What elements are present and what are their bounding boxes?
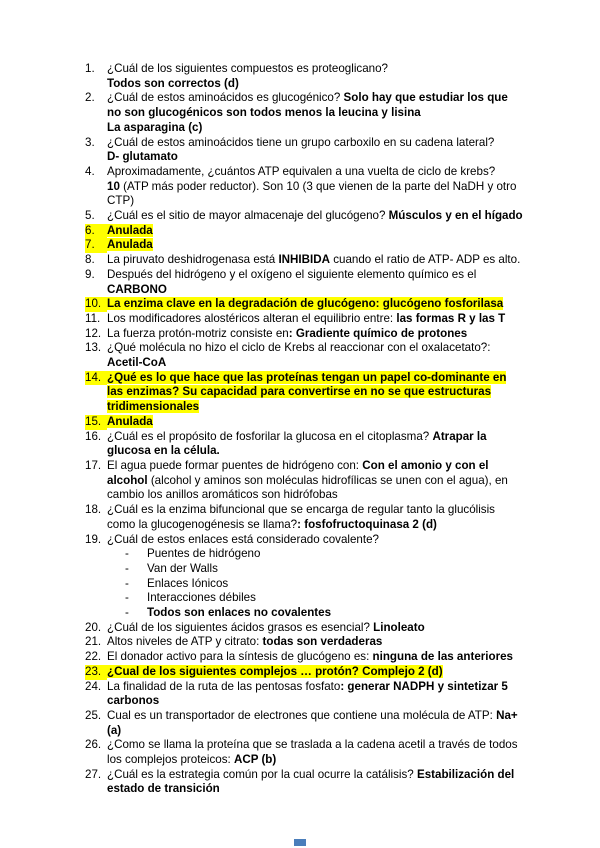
question-number: 7. [85, 238, 107, 253]
text-segment: ¿Qué es lo que hace que las proteínas tengan un papel co-dominante en las enzimas? Su capacidad para convertirse en no se que estructuras tridimensionales [107, 370, 507, 414]
question-text [107, 224, 153, 237]
question-item [85, 459, 525, 503]
question-number: 2. [85, 91, 95, 105]
text-segment: Na+ (a) [107, 708, 518, 737]
dash-marker: - [125, 591, 129, 605]
text-segment: ¿Cuál de los siguientes ácidos grasos es esencial? [107, 620, 374, 634]
text-segment: ninguna de las anteriores [372, 650, 513, 664]
question-text [107, 709, 518, 737]
question-text [107, 415, 153, 428]
text-segment: Anulada [107, 414, 153, 428]
question-number: 16. [85, 429, 102, 443]
dash-marker: - [125, 547, 129, 561]
question-item [85, 635, 525, 650]
text-segment: Atrapar la glucosa en la célula. [107, 429, 487, 458]
text-segment: El agua puede formar puentes de hidrógeno con: [107, 458, 363, 472]
text-segment: ¿Cuál es el sitio de mayor almacenaje del glucógeno? [107, 209, 389, 223]
question-text [107, 459, 508, 501]
question-item [85, 91, 525, 135]
question-number: 23. [85, 665, 107, 680]
answer-option [107, 577, 525, 592]
question-text [107, 136, 494, 164]
question-item [85, 650, 525, 665]
text-segment: Todos son enlaces no covalentes [147, 606, 332, 620]
option-text [147, 547, 260, 560]
question-item [85, 371, 525, 415]
answer-option [107, 591, 525, 606]
question-item [85, 738, 525, 767]
text-segment: Cual es un transportador de electrones que contiene una molécula de ATP: [107, 708, 497, 722]
text-segment: ¿Cual de los siguientes complejos … protón? Complejo 2 (d) [107, 664, 443, 678]
text-segment: 10 [107, 179, 124, 193]
text-segment: ¿Cuál es la estrategia común por la cual ocurre la catálisis? [107, 767, 417, 781]
question-text [107, 91, 508, 133]
question-number: 17. [85, 458, 102, 472]
question-number: 4. [85, 164, 95, 178]
question-item [85, 503, 525, 532]
text-segment: La asparagina (c) [107, 120, 203, 134]
question-text [107, 738, 518, 766]
question-item [85, 224, 525, 239]
question-text [107, 665, 443, 678]
question-text [107, 621, 425, 634]
question-number: 3. [85, 135, 95, 149]
question-number: 13. [85, 341, 102, 355]
question-number: 10. [85, 297, 107, 312]
text-segment: Anulada [107, 238, 153, 252]
dash-marker: - [125, 606, 129, 620]
text-segment: ¿Cuál de estos enlaces está considerado covalente? [107, 532, 379, 546]
text-segment: : generar NADPH y sintetizar 5 carbonos [107, 679, 508, 708]
text-segment: Puentes de hidrógeno [147, 547, 261, 561]
option-text [147, 606, 331, 619]
text-segment: La fuerza protón-motriz consiste en [107, 326, 289, 340]
question-text [107, 312, 505, 325]
question-item [85, 297, 525, 312]
question-item [85, 768, 525, 797]
question-text [107, 503, 495, 531]
text-segment: El donador activo para la síntesis de glucógeno es: [107, 650, 373, 664]
answer-option [107, 606, 525, 621]
text-segment: D- glutamato [107, 150, 178, 164]
question-number: 18. [85, 503, 102, 517]
answer-option [107, 562, 525, 577]
text-segment: CARBONO [107, 282, 167, 296]
question-text [107, 327, 467, 340]
question-number: 21. [85, 635, 102, 649]
question-item [85, 238, 525, 253]
question-number: 22. [85, 650, 102, 664]
question-item [85, 665, 525, 680]
text-segment: Todos son correctos (d) [107, 76, 239, 90]
text-segment: las formas R y las T [396, 311, 506, 325]
question-number: 27. [85, 767, 102, 781]
question-item [85, 136, 525, 165]
question-item [85, 533, 525, 621]
question-item [85, 621, 525, 636]
question-text [107, 341, 490, 369]
text-segment: todas son verdaderas [262, 635, 383, 649]
question-text [107, 768, 514, 796]
question-number: 26. [85, 738, 102, 752]
question-list [85, 62, 525, 797]
text-segment: La finalidad de la ruta de las pentosas fosfato [107, 679, 341, 693]
question-item [85, 268, 525, 297]
question-number: 9. [85, 267, 95, 281]
text-segment: Enlaces Iónicos [147, 576, 229, 590]
question-text [107, 62, 388, 90]
question-text [107, 297, 503, 310]
question-item [85, 415, 525, 430]
question-text [107, 268, 476, 296]
text-segment: ¿Cuál de estos aminoácidos es glucogénico? [107, 91, 344, 105]
answer-option [107, 547, 525, 562]
question-number: 20. [85, 620, 102, 634]
text-segment: ¿Como se llama la proteína que se traslada a la cadena acetil a través de todos los complejos proteicos: [107, 738, 518, 767]
text-segment: Después del hidrógeno y el oxígeno el siguiente elemento químico es el [107, 267, 477, 281]
text-segment: Aproximadamente, ¿cuántos ATP equivalen a una vuelta de ciclo de krebs? [107, 164, 496, 178]
question-item [85, 312, 525, 327]
text-segment: Interacciones débiles [147, 591, 256, 605]
text-segment: Los modificadores alostéricos alteran el equilibrio entre: [107, 311, 397, 325]
text-segment: Estabilización del estado de transición [107, 767, 515, 796]
question-item [85, 430, 525, 459]
dash-marker: - [125, 561, 129, 575]
question-item [85, 165, 525, 209]
text-segment: ¿Cuál de estos aminoácidos tiene un grupo carboxilo en su cadena lateral? [107, 135, 495, 149]
text-segment: La enzima clave en la degradación de glucógeno: glucógeno fosforilasa [107, 297, 504, 311]
text-segment: (alcohol y aminos son moléculas hidrofílicas se unen con el agua), en cambio los anillos aromáticos son hidrófobas [107, 473, 508, 502]
text-segment: Linoleato [373, 620, 425, 634]
question-number: 12. [85, 326, 102, 340]
question-item [85, 253, 525, 268]
text-segment: La piruvato deshidrogenasa está [107, 253, 279, 267]
question-item [85, 341, 525, 370]
question-item [85, 62, 525, 91]
question-number: 24. [85, 679, 102, 693]
question-number: 11. [85, 311, 101, 325]
question-number: 8. [85, 253, 95, 267]
question-item [85, 327, 525, 342]
question-text [107, 253, 520, 266]
dash-marker: - [125, 576, 129, 590]
bottom-blue-bar [294, 839, 306, 846]
text-segment: : Gradiente químico de protones [288, 326, 468, 340]
text-segment: Van der Walls [147, 561, 218, 575]
question-number: 6. [85, 224, 107, 239]
text-segment: (ATP más poder reductor). Son 10 (3 que vienen de la parte del NaDH y otro CTP) [107, 179, 517, 208]
question-number: 1. [85, 62, 95, 75]
option-text [147, 577, 228, 590]
question-text [107, 650, 513, 663]
text-segment: ¿Qué molécula no hizo el ciclo de Krebs al reaccionar con el oxalacetato?: [107, 341, 491, 355]
text-segment: INHIBIDA [278, 253, 330, 267]
text-segment: Acetil-CoA [107, 356, 167, 370]
text-segment: ACP (b) [233, 753, 277, 767]
text-segment: ¿Cuál es la enzima bifuncional que se encarga de regular tanto la glucólisis como la glucogenogénesis se llama? [107, 503, 495, 531]
question-text [107, 680, 508, 708]
question-number: 14. [85, 371, 107, 386]
text-segment: Con el amonio y con el alcohol [107, 458, 489, 487]
option-text [147, 562, 218, 575]
question-text [107, 238, 153, 251]
question-item [85, 709, 525, 738]
text-segment: Solo hay que estudiar los que no son glucogénicos son todos menos la leucina y lisina [107, 91, 508, 120]
text-segment: ¿Cuál es el propósito de fosforilar la glucosa en el citoplasma? [107, 429, 433, 443]
question-number: 19. [85, 532, 102, 546]
option-text [147, 591, 256, 604]
question-text [107, 371, 506, 413]
question-item [85, 680, 525, 709]
question-text [107, 430, 487, 458]
question-item [85, 209, 525, 224]
question-text [107, 533, 379, 546]
question-text [107, 209, 523, 222]
question-text [107, 165, 516, 207]
text-segment: cuando el ratio de ATP- ADP es alto. [329, 253, 521, 267]
text-segment: ¿Cuál de los siguientes compuestos es proteoglicano? [107, 62, 388, 75]
question-number: 25. [85, 708, 102, 722]
text-segment: Músculos y en el hígado [388, 209, 523, 223]
text-segment: Anulada [107, 223, 153, 237]
text-segment: : fosfofructoquinasa 2 (d) [297, 517, 437, 531]
text-segment: Altos niveles de ATP y citrato: [107, 635, 263, 649]
question-text [107, 635, 382, 648]
question-number: 5. [85, 209, 95, 223]
question-number: 15. [85, 415, 107, 430]
